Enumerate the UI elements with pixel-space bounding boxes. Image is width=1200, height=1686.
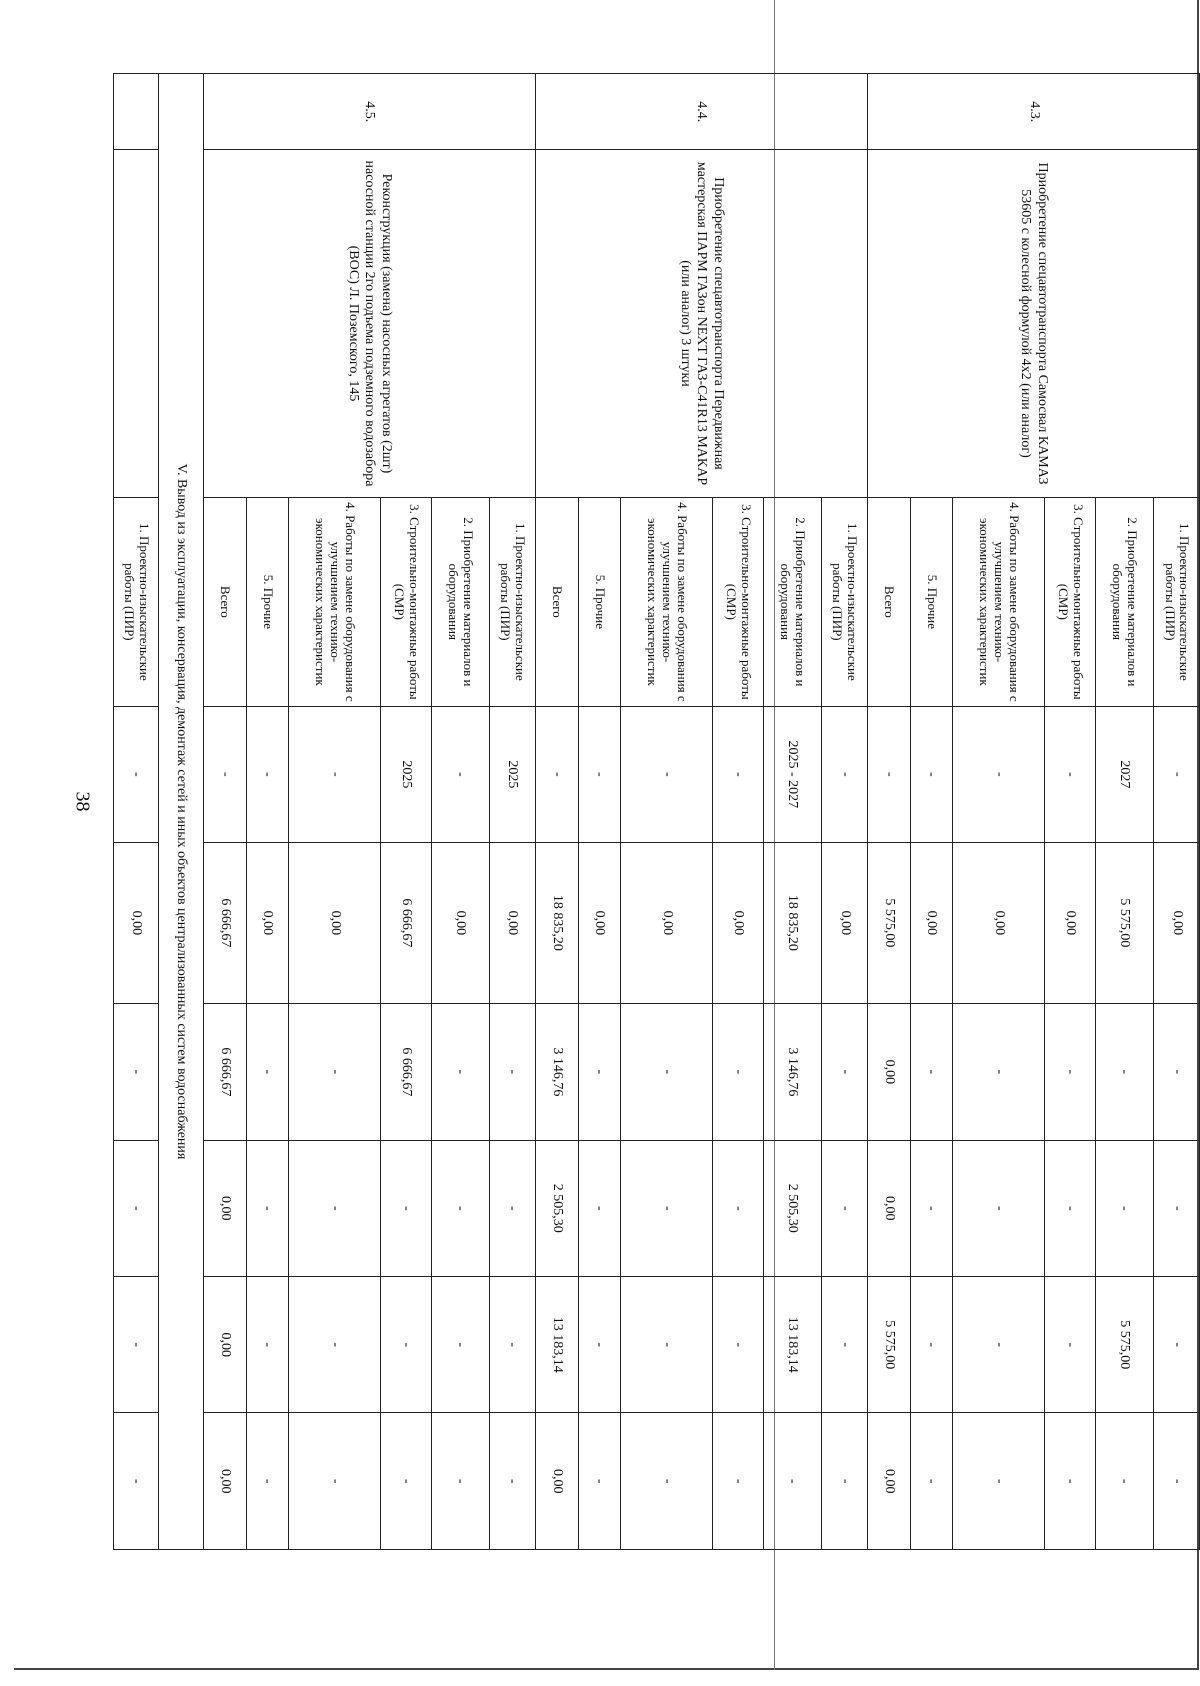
amount-cell: 3 146,76 xyxy=(535,1004,578,1140)
cost-category: 3. Строительно-монтажные работы (СМР) xyxy=(1045,497,1095,707)
table-row xyxy=(821,74,867,1550)
amount-cell: 18 835,20 xyxy=(763,842,821,1004)
period-cell: - xyxy=(713,707,763,842)
amount-cell: 0,00 xyxy=(246,842,289,1004)
cost-category: 4. Работы по замене оборудования с улучшением технико-экономических характеристик xyxy=(953,497,1045,707)
row-number: 4.4. xyxy=(535,74,867,150)
amount-cell: - xyxy=(763,1413,821,1550)
amount-cell: - xyxy=(1045,1004,1095,1140)
amount-cell: 5 575,00 xyxy=(1095,1277,1153,1413)
amount-cell: - xyxy=(1095,1413,1153,1550)
amount-cell: 13 183,14 xyxy=(763,1277,821,1413)
amount-cell: - xyxy=(1154,1140,1200,1276)
amount-cell: - xyxy=(114,1140,159,1276)
period-cell: - xyxy=(867,707,910,842)
amount-cell: - xyxy=(910,1413,953,1550)
investment-table xyxy=(113,73,1200,1550)
period-cell: - xyxy=(431,707,489,842)
amount-cell: - xyxy=(578,1277,621,1413)
amount-cell: - xyxy=(246,1004,289,1140)
table-row xyxy=(114,74,159,1550)
cost-category: 3. Строительно-монтажные работы (СМР) xyxy=(381,497,431,707)
amount-cell: 0,00 xyxy=(431,842,489,1004)
amount-cell: - xyxy=(289,1277,381,1413)
amount-cell: - xyxy=(1045,1140,1095,1276)
amount-cell: - xyxy=(953,1004,1045,1140)
amount-cell: - xyxy=(1095,1004,1153,1140)
cost-category: 4. Работы по замене оборудования с улучшением технико-экономических характеристик xyxy=(289,497,381,707)
amount-cell: 2 505,30 xyxy=(763,1140,821,1276)
cost-category: 1. Проектно-изыскательские работы (ПИР) xyxy=(114,497,159,707)
amount-cell: - xyxy=(578,1413,621,1550)
cost-category: 1. Проектно-изыскательские работы (ПИР) xyxy=(821,497,867,707)
amount-cell: 2 505,30 xyxy=(535,1140,578,1276)
amount-cell: - xyxy=(431,1277,489,1413)
cost-category: 2. Приобретение материалов и оборудования xyxy=(1095,497,1153,707)
amount-cell: - xyxy=(381,1277,431,1413)
period-cell: - xyxy=(114,707,159,842)
period-cell: - xyxy=(621,707,713,842)
amount-cell: - xyxy=(489,1413,535,1550)
amount-cell: 0,00 xyxy=(621,842,713,1004)
cost-category: 3. Строительно-монтажные работы (СМР) xyxy=(713,497,763,707)
amount-cell: - xyxy=(953,1277,1045,1413)
table-wrapper xyxy=(113,73,1200,1550)
amount-cell: - xyxy=(381,1140,431,1276)
amount-cell: - xyxy=(489,1004,535,1140)
amount-cell: 0,00 xyxy=(203,1277,246,1413)
amount-cell: - xyxy=(621,1004,713,1140)
amount-cell: 0,00 xyxy=(1154,842,1200,1004)
amount-cell: 0,00 xyxy=(821,842,867,1004)
table-row xyxy=(489,74,535,1550)
amount-cell: - xyxy=(1095,1140,1153,1276)
cost-category: 4. Работы по замене оборудования с улучшением технико-экономических характеристик xyxy=(621,497,713,707)
amount-cell: - xyxy=(821,1004,867,1140)
amount-cell: 0,00 xyxy=(867,1004,910,1140)
cost-category: 2. Приобретение материалов и оборудования xyxy=(763,497,821,707)
table-body xyxy=(114,74,1200,1550)
amount-cell: 6 666,67 xyxy=(203,842,246,1004)
amount-cell: - xyxy=(821,1413,867,1550)
amount-cell: 13 183,14 xyxy=(535,1277,578,1413)
amount-cell: - xyxy=(381,1413,431,1550)
amount-cell: - xyxy=(246,1277,289,1413)
amount-cell: 6 666,67 xyxy=(381,842,431,1004)
amount-cell: - xyxy=(431,1140,489,1276)
amount-cell: 0,00 xyxy=(203,1140,246,1276)
page-number: 38 xyxy=(71,791,94,812)
section-heading-row xyxy=(159,74,204,1550)
amount-cell: 0,00 xyxy=(713,842,763,1004)
amount-cell: - xyxy=(953,1140,1045,1276)
amount-cell: - xyxy=(289,1004,381,1140)
period-cell: - xyxy=(910,707,953,842)
section-title: V. Вывод из эксплуатации, консервация, демонтаж сетей и иных объектов централизованных систем водоснабжения xyxy=(159,74,204,1550)
period-cell: 2027 xyxy=(1095,707,1153,842)
amount-cell: - xyxy=(821,1140,867,1276)
amount-cell: - xyxy=(578,1004,621,1140)
amount-cell: 0,00 xyxy=(867,1413,910,1550)
cost-category: Всего xyxy=(203,497,246,707)
period-cell: 2025 - 2027 xyxy=(763,707,821,842)
amount-cell: - xyxy=(1154,1413,1200,1550)
cost-category: 1. Проектно-изыскательские работы (ПИР) xyxy=(1154,497,1200,707)
amount-cell: - xyxy=(289,1413,381,1550)
amount-cell: - xyxy=(713,1277,763,1413)
period-cell: - xyxy=(578,707,621,842)
amount-cell: 6 666,67 xyxy=(381,1004,431,1140)
cost-category: Всего xyxy=(867,497,910,707)
amount-cell: - xyxy=(489,1277,535,1413)
amount-cell: - xyxy=(1045,1277,1095,1413)
period-cell: 2025 xyxy=(381,707,431,842)
amount-cell: - xyxy=(578,1140,621,1276)
amount-cell: 0,00 xyxy=(203,1413,246,1550)
row-number xyxy=(114,74,159,150)
amount-cell: 0,00 xyxy=(1045,842,1095,1004)
period-cell: - xyxy=(535,707,578,842)
amount-cell: 0,00 xyxy=(910,842,953,1004)
cost-category: Всего xyxy=(535,497,578,707)
amount-cell: - xyxy=(1154,1277,1200,1413)
amount-cell: 0,00 xyxy=(489,842,535,1004)
amount-cell: - xyxy=(431,1413,489,1550)
measure-name: Реконструкция (замена) насосных агрегатов (2шт) насосной станции 2го подъема подземного водозабора (ВОС) Л. Поземского, 145 xyxy=(203,150,535,497)
amount-cell: - xyxy=(114,1004,159,1140)
amount-cell: - xyxy=(289,1140,381,1276)
amount-cell: - xyxy=(489,1140,535,1276)
amount-cell: 0,00 xyxy=(867,1140,910,1276)
amount-cell: - xyxy=(114,1277,159,1413)
period-cell: - xyxy=(953,707,1045,842)
amount-cell: - xyxy=(246,1413,289,1550)
amount-cell: 5 575,00 xyxy=(1095,842,1153,1004)
amount-cell: 5 575,00 xyxy=(867,1277,910,1413)
cost-category: 2. Приобретение материалов и оборудования xyxy=(431,497,489,707)
amount-cell: 0,00 xyxy=(535,1413,578,1550)
amount-cell: 3 146,76 xyxy=(763,1004,821,1140)
amount-cell: 0,00 xyxy=(114,842,159,1004)
period-cell: - xyxy=(1154,707,1200,842)
amount-cell: 0,00 xyxy=(578,842,621,1004)
amount-cell: - xyxy=(713,1413,763,1550)
amount-cell: - xyxy=(114,1413,159,1550)
cost-category: 5. Прочие xyxy=(246,497,289,707)
row-number: 4.3. xyxy=(867,74,1199,150)
amount-cell: - xyxy=(910,1277,953,1413)
amount-cell: - xyxy=(821,1277,867,1413)
amount-cell: - xyxy=(713,1140,763,1276)
period-cell: - xyxy=(821,707,867,842)
period-cell: - xyxy=(203,707,246,842)
period-cell: - xyxy=(289,707,381,842)
cost-category: 5. Прочие xyxy=(910,497,953,707)
amount-cell: - xyxy=(246,1140,289,1276)
measure-name: Приобретение спецавтотранспорта Самосвал КАМАЗ 53605 с колесной формулой 4х2 (или аналог) xyxy=(867,150,1199,497)
amount-cell: - xyxy=(953,1413,1045,1550)
amount-cell: 6 666,67 xyxy=(203,1004,246,1140)
period-cell: 2025 xyxy=(489,707,535,842)
amount-cell: - xyxy=(621,1140,713,1276)
row-number: 4.5. xyxy=(203,74,535,150)
amount-cell: 0,00 xyxy=(953,842,1045,1004)
cost-category: 1. Проектно-изыскательские работы (ПИР) xyxy=(489,497,535,707)
amount-cell: 18 835,20 xyxy=(535,842,578,1004)
amount-cell: - xyxy=(621,1277,713,1413)
amount-cell: - xyxy=(1045,1413,1095,1550)
period-cell: - xyxy=(246,707,289,842)
cost-category: 5. Прочие xyxy=(578,497,621,707)
table-row xyxy=(1154,74,1200,1550)
amount-cell: - xyxy=(1154,1004,1200,1140)
period-cell: - xyxy=(1045,707,1095,842)
amount-cell: - xyxy=(910,1140,953,1276)
amount-cell: - xyxy=(431,1004,489,1140)
amount-cell: - xyxy=(910,1004,953,1140)
amount-cell: - xyxy=(621,1413,713,1550)
amount-cell: 5 575,00 xyxy=(867,842,910,1004)
measure-name: Приобретение спецавтотранспорта Передвижная мастерская ПАРМ ГАЗон NEXT ГАЗ-C41R13 МАКАР (или аналог) 3 штуки xyxy=(535,150,867,497)
amount-cell: 0,00 xyxy=(289,842,381,1004)
amount-cell: - xyxy=(713,1004,763,1140)
measure-name xyxy=(114,150,159,497)
